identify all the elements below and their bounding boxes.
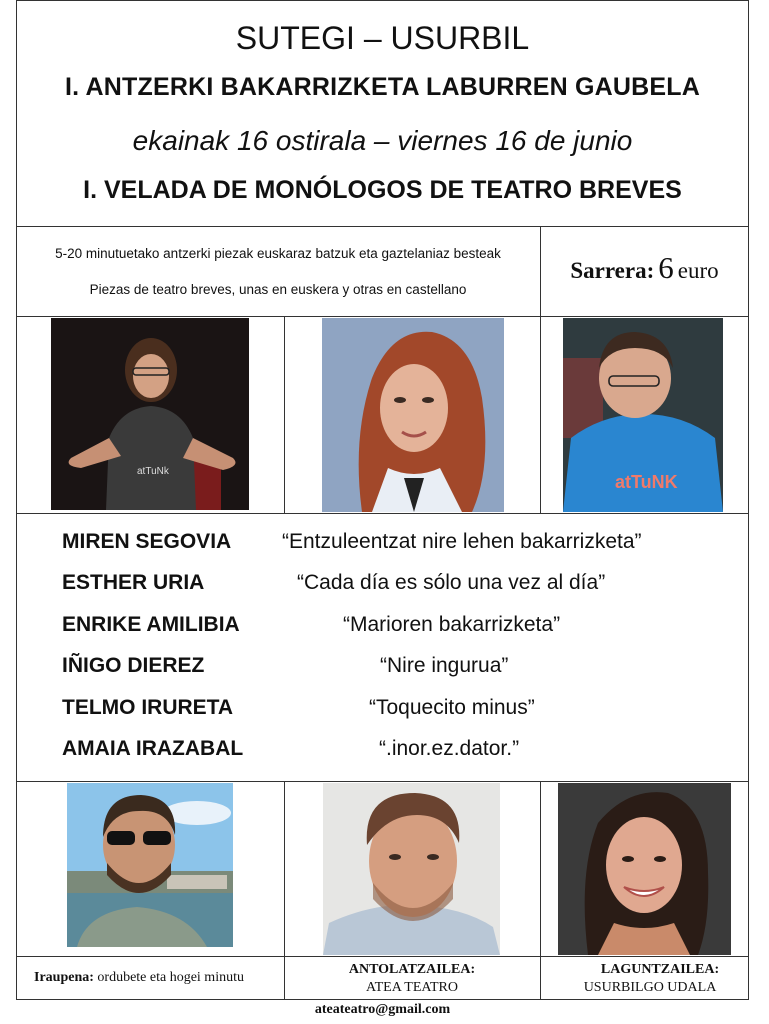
info-line-eu: 5-20 minutuetako antzerki piezak euskaraz batzuk eta gaztelaniaz besteak [55, 246, 501, 261]
piece-title: “Toquecito minus” [369, 696, 535, 719]
list-item [16, 571, 749, 611]
duration-value: ordubete eta hogei minutu [97, 970, 244, 985]
event-title-es: I. VELADA DE MONÓLOGOS DE TEATRO BREVES [83, 176, 682, 204]
divider [540, 316, 541, 513]
list-item [16, 737, 749, 777]
duration-label: Iraupena: [34, 970, 94, 985]
divider [540, 781, 541, 956]
man-portrait-photo [323, 783, 500, 955]
info-line-es: Piezas de teatro breves, unas en euskera y otras en castellano [89, 282, 467, 297]
performer-name: AMAIA IRAZABAL [62, 737, 244, 760]
price-unit: euro [677, 258, 719, 283]
list-item [16, 613, 749, 653]
divider [284, 316, 285, 513]
organizer-label: ANTOLATZAILEA: [348, 962, 476, 977]
contact-email: ateateatro@gmail.com [314, 1002, 451, 1017]
event-date: ekainak 16 ostirala – viernes 16 de junio [132, 125, 633, 156]
redhead-woman-portrait [322, 318, 504, 512]
piece-title: “Nire ingurua” [380, 654, 509, 677]
performer-name: ESTHER URIA [62, 571, 205, 594]
divider [16, 956, 749, 957]
list-item [16, 530, 749, 570]
divider [16, 226, 749, 227]
event-title-eu: I. ANTZERKI BAKARRIZKETA LABURREN GAUBELA [64, 73, 701, 101]
piece-title: “Entzuleentzat nire lehen bakarrizketa” [282, 530, 642, 553]
sponsor-label: LAGUNTZAILEA: [600, 962, 720, 977]
sponsor-value: USURBILGO UDALA [583, 980, 717, 995]
performer-name: IÑIGO DIEREZ [62, 654, 205, 677]
svg-text:atTuNK: atTuNK [615, 472, 678, 492]
organizer-value: ATEA TEATRO [366, 980, 458, 995]
price-box [540, 250, 749, 286]
performer-list [16, 514, 749, 782]
svg-text:atTuNk: atTuNk [137, 466, 169, 477]
venue-title: SUTEGI – USURBIL [235, 20, 530, 56]
man-blue-shirt-photo [563, 318, 723, 512]
woman-performer-photo [51, 318, 249, 510]
border-bottom [16, 999, 749, 1000]
list-item [16, 696, 749, 736]
performer-name: MIREN SEGOVIA [62, 530, 232, 553]
price-label: Sarrera: [570, 258, 655, 283]
divider [284, 781, 285, 956]
duration [34, 970, 244, 986]
piece-title: “.inor.ez.dator.” [379, 737, 520, 760]
divider [16, 316, 749, 317]
piece-title: “Cada día es sólo una vez al día” [297, 571, 606, 594]
price-value: 6 [658, 250, 674, 285]
woman-smiling-portrait [558, 783, 731, 955]
list-item [16, 654, 749, 694]
divider [540, 956, 541, 999]
man-sunglasses-photo [67, 783, 233, 947]
performer-name: TELMO IRURETA [62, 696, 234, 719]
border-top [16, 0, 749, 1]
piece-title: “Marioren bakarrizketa” [343, 613, 561, 636]
performer-name: ENRIKE AMILIBIA [62, 613, 240, 636]
